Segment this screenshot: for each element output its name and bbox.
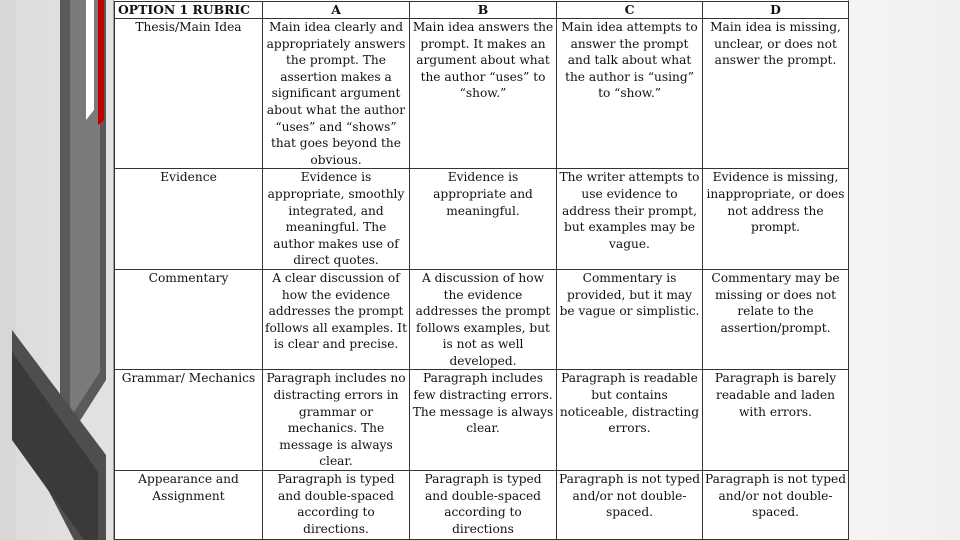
criteria-cell-d: Paragraph is barely readable and laden with errors. xyxy=(703,370,849,471)
criteria-cell-c: Paragraph is readable but contains noticeable, distracting errors. xyxy=(557,370,703,471)
criteria-cell-b: A discussion of how the evidence addresses the prompt follows examples, but is not as well developed. xyxy=(410,269,557,370)
criteria-cell-d: Main idea is missing, unclear, or does not answer the prompt. xyxy=(703,19,849,169)
rubric-row-commentary xyxy=(115,269,849,370)
rubric-document xyxy=(113,0,849,540)
category-label: Grammar/ Mechanics xyxy=(115,370,263,471)
criteria-cell-b: Paragraph includes few distracting errors. The message is always clear. xyxy=(410,370,557,471)
grade-header-a: A xyxy=(263,2,410,19)
criteria-cell-c: Paragraph is not typed and/or not double-spaced. xyxy=(557,471,703,540)
criteria-cell-b: Evidence is appropriate and meaningful. xyxy=(410,169,557,270)
criteria-cell-c: Main idea attempts to answer the prompt and talk about what the author is “using” to “show.” xyxy=(557,19,703,169)
category-label: Commentary xyxy=(115,269,263,370)
grade-header-d: D xyxy=(703,2,849,19)
category-label: Thesis/Main Idea xyxy=(115,19,263,169)
criteria-cell-d: Commentary may be missing or does not relate to the assertion/prompt. xyxy=(703,269,849,370)
criteria-cell-d: Paragraph is not typed and/or not double-spaced. xyxy=(703,471,849,540)
grade-header-b: B xyxy=(410,2,557,19)
criteria-cell-c: Commentary is provided, but it may be vague or simplistic. xyxy=(557,269,703,370)
rubric-row-grammar xyxy=(115,370,849,471)
criteria-cell-a: Evidence is appropriate, smoothly integrated, and meaningful. The author makes use of direct quotes. xyxy=(263,169,410,270)
criteria-cell-a: Paragraph includes no distracting errors in grammar or mechanics. The message is always clear. xyxy=(263,370,410,471)
criteria-cell-a: A clear discussion of how the evidence addresses the prompt follows all examples. It is clear and precise. xyxy=(263,269,410,370)
criteria-cell-b: Main idea answers the prompt. It makes an argument about what the author “uses” to “show.” xyxy=(410,19,557,169)
grade-header-c: C xyxy=(557,2,703,19)
criteria-cell-d: Evidence is missing, inappropriate, or does not address the prompt. xyxy=(703,169,849,270)
rubric-table xyxy=(114,1,849,540)
criteria-cell-b: Paragraph is typed and double-spaced according to directions xyxy=(410,471,557,540)
rubric-row-appearance xyxy=(115,471,849,540)
category-label: Evidence xyxy=(115,169,263,270)
rubric-row-thesis xyxy=(115,19,849,169)
rubric-title: OPTION 1 RUBRIC xyxy=(115,2,263,19)
criteria-cell-c: The writer attempts to use evidence to address their prompt, but examples may be vague. xyxy=(557,169,703,270)
criteria-cell-a: Main idea clearly and appropriately answers the prompt. The assertion makes a significant argument about what the author “uses” and “shows” that goes beyond the obvious. xyxy=(263,19,410,169)
category-label: Appearance and Assignment xyxy=(115,471,263,540)
rubric-header-row xyxy=(115,2,849,19)
criteria-cell-a: Paragraph is typed and double-spaced according to directions. xyxy=(263,471,410,540)
rubric-row-evidence xyxy=(115,169,849,270)
